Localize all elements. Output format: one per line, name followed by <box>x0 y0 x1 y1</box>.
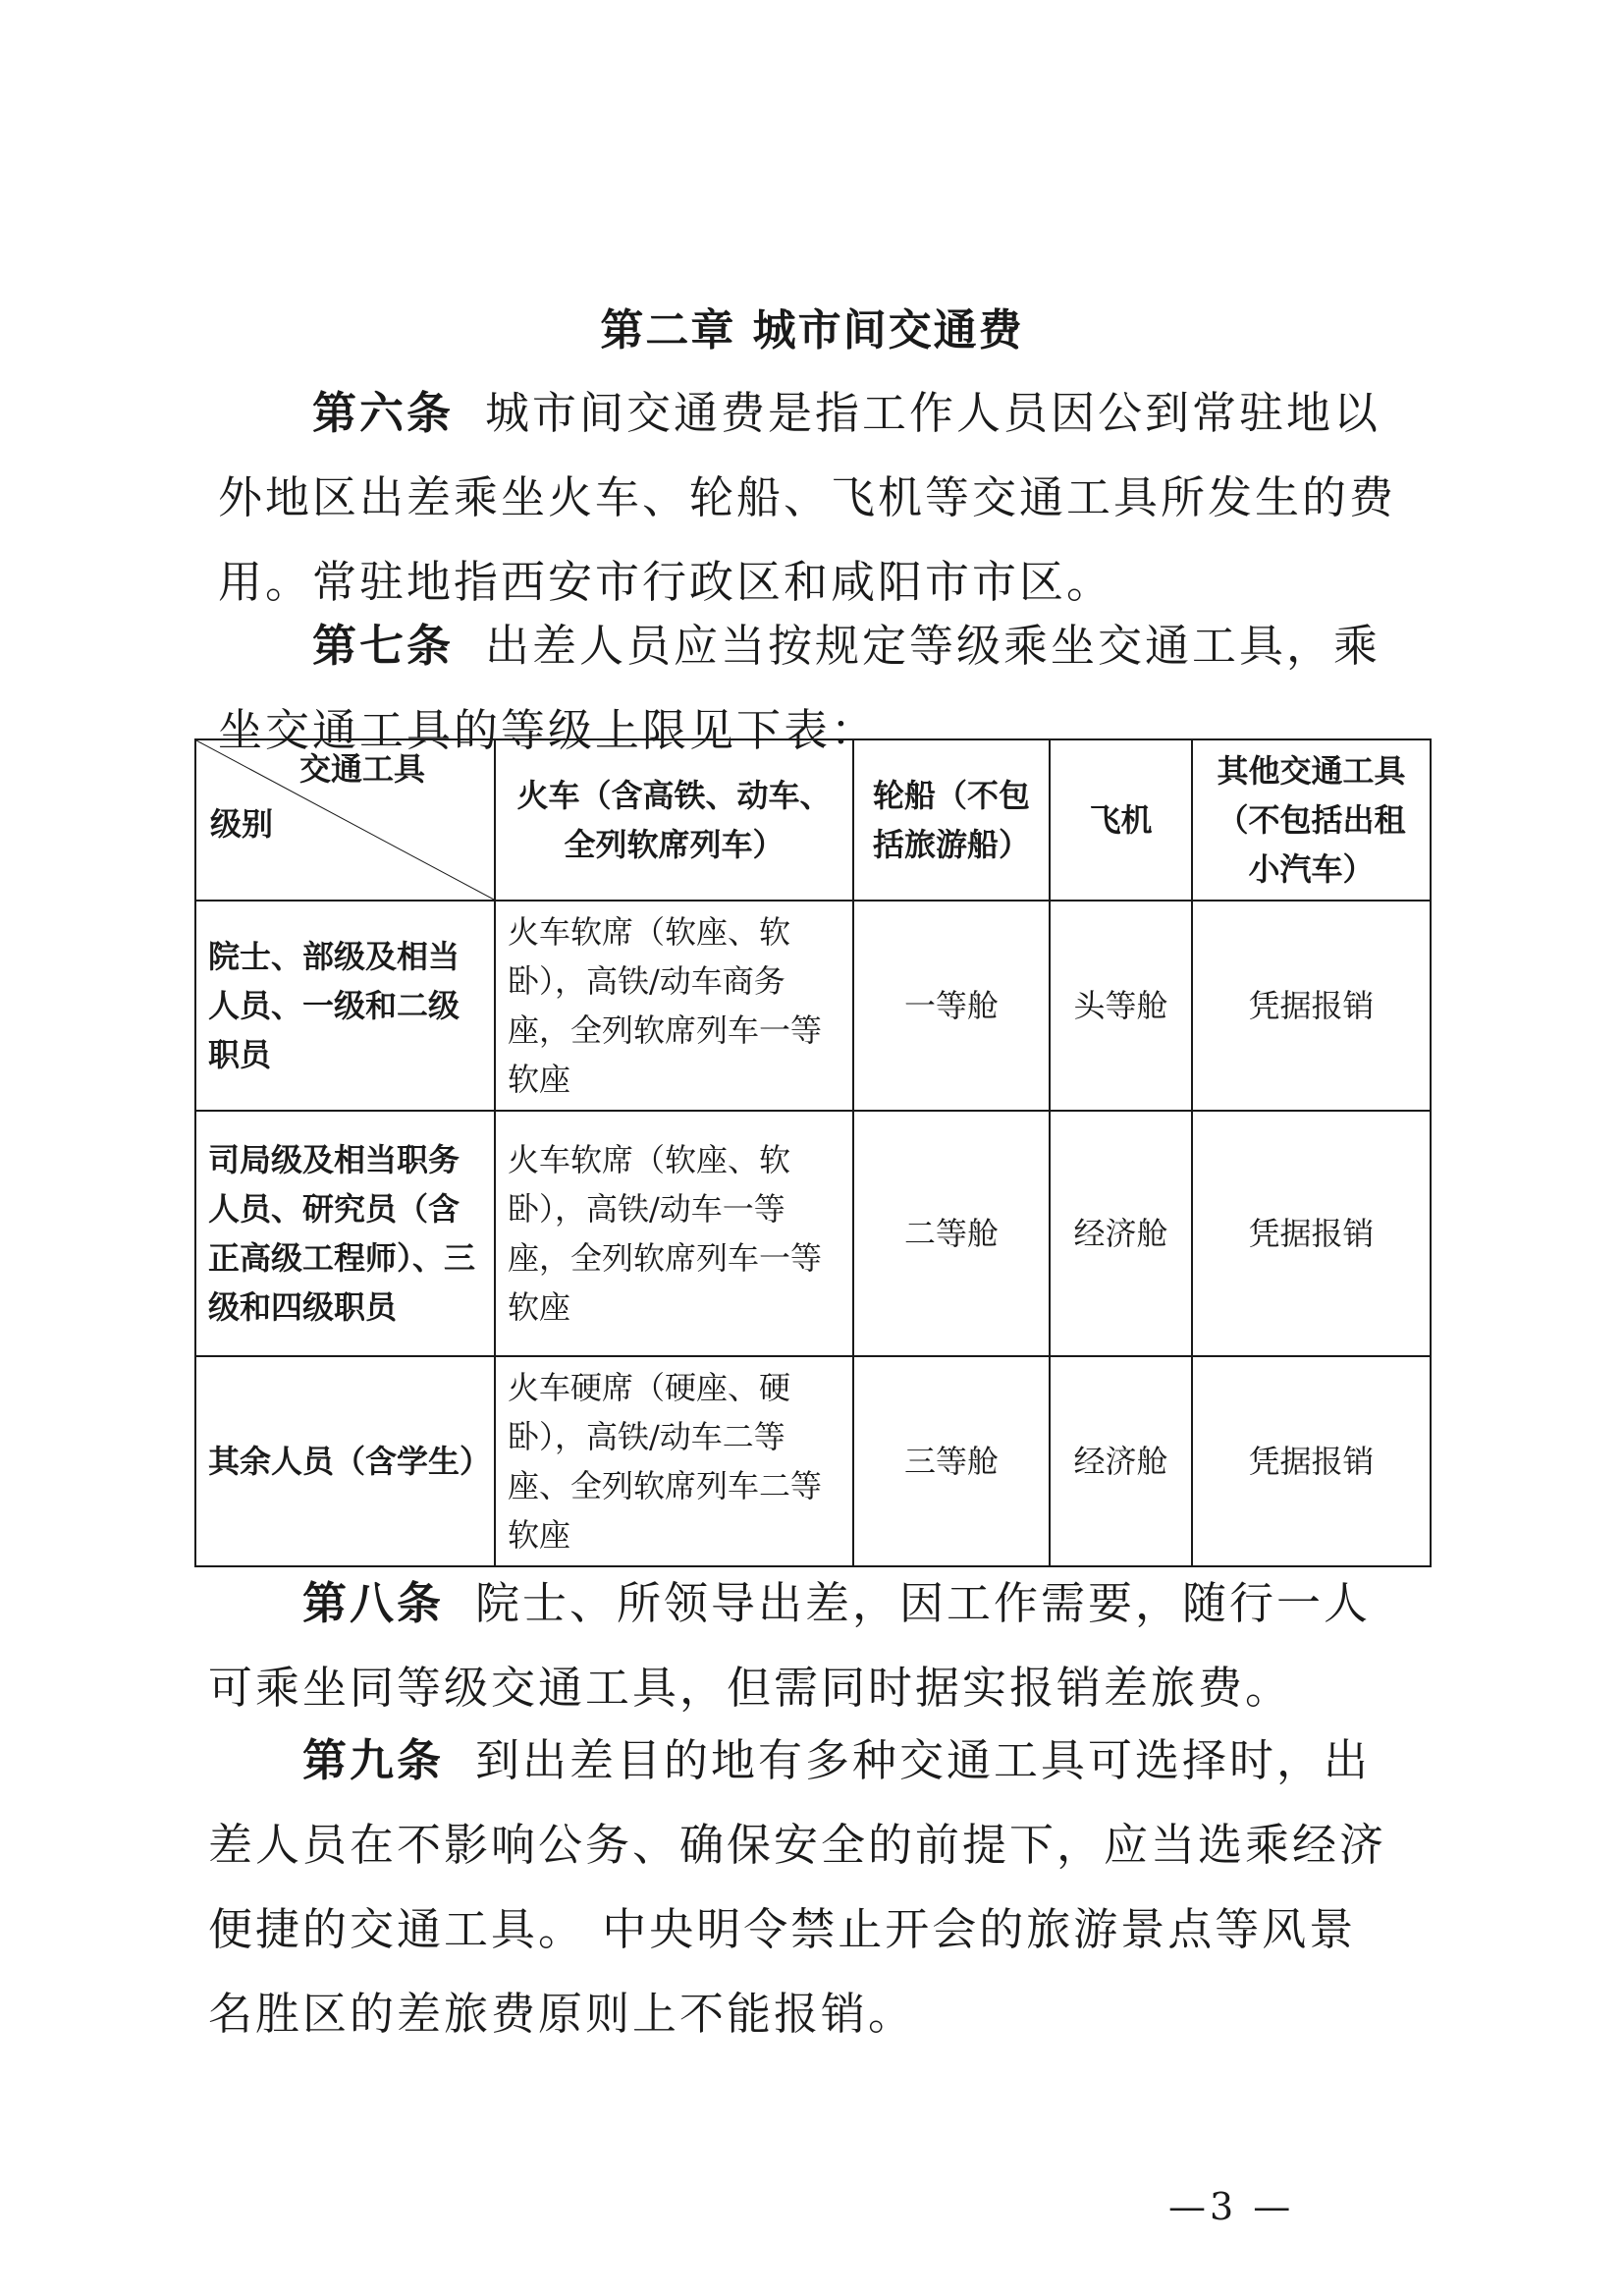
row-level: 司局级及相当职务人员、研究员（含正高级工程师）、三级和四级职员 <box>195 1111 495 1356</box>
article-7-text: 出差人员应当按规定等级乘坐交通工具，乘坐交通工具的等级上限见下表： <box>218 620 1381 756</box>
row-other: 凭据报销 <box>1192 901 1431 1111</box>
table-row <box>195 1356 1431 1566</box>
row-level: 院士、部级及相当人员、一级和二级职员 <box>195 901 495 1111</box>
header-other: 其他交通工具（不包括出租小汽车） <box>1192 739 1431 901</box>
transport-grade-table <box>194 738 1432 1567</box>
article-9-text: 到出差目的地有多种交通工具可选择时，出差人员在不影响公务、确保安全的前提下，应当选乘经济便捷的交通工具。 中央明令禁止开会的旅游景点等风景名胜区的差旅费原则上不能报销。 <box>208 1734 1387 2040</box>
row-train: 火车软席（软座、软卧），高铁/动车商务座，全列软席列车一等软座 <box>495 901 853 1111</box>
corner-transport-label: 交通工具 <box>298 750 425 788</box>
article-8 <box>208 1561 1396 1730</box>
chapter-title: 第二章 城市间交通费 <box>600 305 1024 355</box>
row-other: 凭据报销 <box>1192 1356 1431 1566</box>
header-ship: 轮船（不包括旅游船） <box>853 739 1050 901</box>
table-corner-cell <box>195 739 495 901</box>
article-8-text: 院士、所领导出差，因工作需要，随行一人可乘坐同等级交通工具，但需同时据实报销差旅费。 <box>208 1577 1372 1714</box>
header-plane: 飞机 <box>1050 739 1192 901</box>
table-row <box>195 1111 1431 1356</box>
row-ship: 一等舱 <box>853 901 1050 1111</box>
article-6 <box>218 371 1406 625</box>
row-ship: 二等舱 <box>853 1111 1050 1356</box>
article-9 <box>208 1719 1396 2056</box>
row-other: 凭据报销 <box>1192 1111 1431 1356</box>
row-train: 火车软席（软座、软卧），高铁/动车一等座，全列软席列车一等软座 <box>495 1111 853 1356</box>
table-row <box>195 901 1431 1111</box>
row-plane: 经济舱 <box>1050 1356 1192 1566</box>
article-7-label: 第七条 <box>312 620 455 672</box>
article-6-label: 第六条 <box>312 387 455 439</box>
row-level: 其余人员（含学生） <box>195 1356 495 1566</box>
row-train: 火车硬席（硬座、硬卧），高铁/动车二等座、全列软席列车二等软座 <box>495 1356 853 1566</box>
article-6-text: 城市间交通费是指工作人员因公到常驻地以外地区出差乘坐火车、轮船、飞机等交通工具所发生的费用。常驻地指西安市行政区和咸阳市市区。 <box>218 387 1397 608</box>
corner-level-label: 级别 <box>210 805 274 843</box>
row-plane: 头等舱 <box>1050 901 1192 1111</box>
article-8-label: 第八条 <box>302 1577 445 1629</box>
row-ship: 三等舱 <box>853 1356 1050 1566</box>
table-header-row <box>195 739 1431 901</box>
page-number: —3 — <box>1168 2185 1295 2228</box>
row-plane: 经济舱 <box>1050 1111 1192 1356</box>
header-train: 火车（含高铁、动车、全列软席列车） <box>495 739 853 901</box>
article-9-label: 第九条 <box>302 1734 445 1786</box>
